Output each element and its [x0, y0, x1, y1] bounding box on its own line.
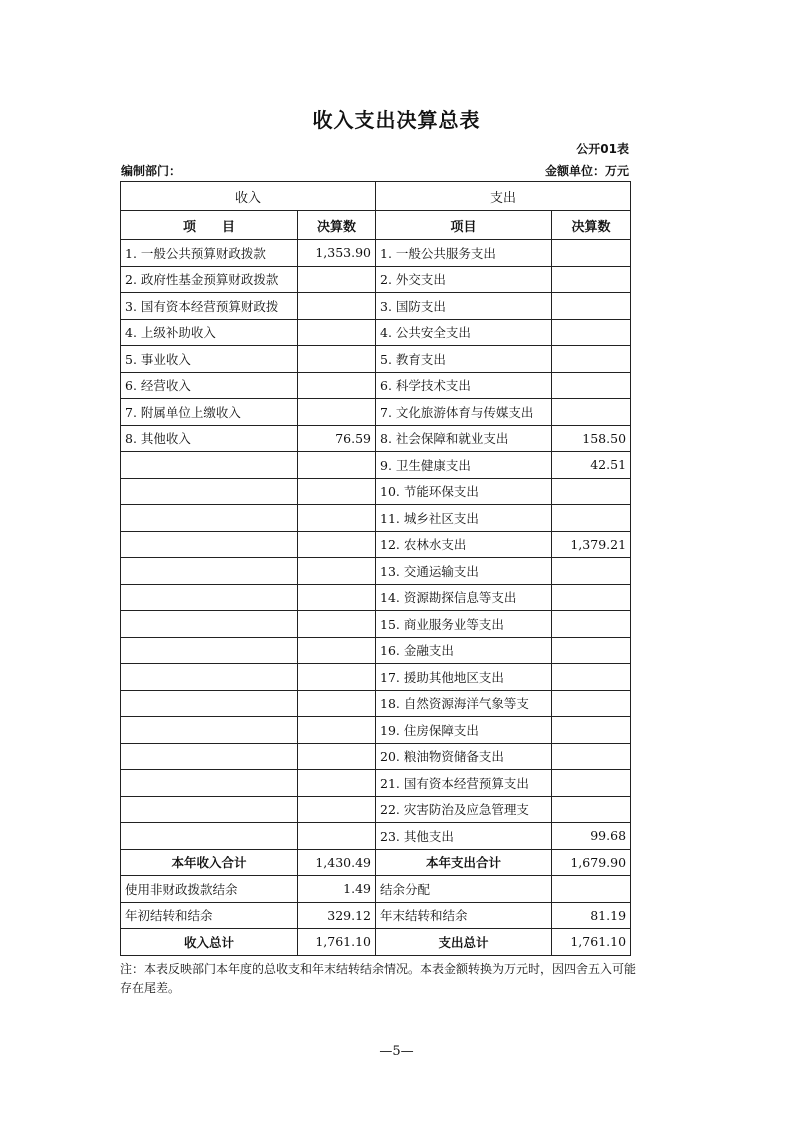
expense-amount	[552, 770, 631, 797]
year-income-label: 本年收入合计	[121, 849, 298, 876]
income-item	[121, 505, 298, 532]
income-item	[121, 770, 298, 797]
expense-item: 8. 社会保障和就业支出	[376, 425, 552, 452]
expense-amount: 42.51	[552, 452, 631, 479]
income-amount	[298, 478, 376, 505]
income-item	[121, 531, 298, 558]
department-label: 编制部门：	[121, 164, 182, 178]
end-carryover-label: 年末结转和结余	[376, 902, 552, 929]
expense-total-value: 1,761.10	[552, 929, 631, 956]
table-row	[121, 425, 631, 452]
table-row	[121, 584, 631, 611]
expense-item: 21. 国有资本经营预算支出	[376, 770, 552, 797]
expense-amount: 1,379.21	[552, 531, 631, 558]
expense-amount	[552, 478, 631, 505]
expense-amount	[552, 372, 631, 399]
expense-amount	[552, 611, 631, 638]
income-amount	[298, 690, 376, 717]
begin-carryover-label: 年初结转和结余	[121, 902, 298, 929]
expense-amount	[552, 558, 631, 585]
expense-item-header: 项目	[376, 211, 552, 240]
income-amount	[298, 531, 376, 558]
unit-label: 金额单位：万元	[544, 164, 629, 178]
income-amount	[298, 717, 376, 744]
income-amount: 1,353.90	[298, 240, 376, 267]
income-item: 3. 国有资本经营预算财政拨	[121, 293, 298, 320]
expense-amount	[552, 266, 631, 293]
income-amount	[298, 293, 376, 320]
expense-amount-header: 决算数	[552, 211, 631, 240]
income-amount	[298, 558, 376, 585]
expense-amount	[552, 637, 631, 664]
table-row	[121, 531, 631, 558]
expense-amount: 158.50	[552, 425, 631, 452]
expense-item: 23. 其他支出	[376, 823, 552, 850]
year-expense-value: 1,679.90	[552, 849, 631, 876]
income-item-header: 项 目	[121, 211, 298, 240]
income-item	[121, 717, 298, 744]
footnote: 注：本表反映部门本年度的总收支和年末结转结余情况。本表金额转换为万元时，因四舍五入可能存在尾差。	[120, 962, 637, 995]
expense-amount	[552, 505, 631, 532]
table-row	[121, 478, 631, 505]
income-item	[121, 743, 298, 770]
table-row	[121, 399, 631, 426]
year-expense-label: 本年支出合计	[376, 849, 552, 876]
table-row	[121, 240, 631, 267]
table-row	[121, 717, 631, 744]
expense-amount: 99.68	[552, 823, 631, 850]
income-amount	[298, 584, 376, 611]
expense-item: 10. 节能环保支出	[376, 478, 552, 505]
income-amount	[298, 372, 376, 399]
income-item: 7. 附属单位上缴收入	[121, 399, 298, 426]
income-amount	[298, 399, 376, 426]
table-row	[121, 346, 631, 373]
income-amount	[298, 319, 376, 346]
expense-item: 16. 金融支出	[376, 637, 552, 664]
table-row	[121, 266, 631, 293]
expense-item: 5. 教育支出	[376, 346, 552, 373]
surplus-dist-label: 结余分配	[376, 876, 552, 903]
expense-item: 7. 文化旅游体育与传媒支出	[376, 399, 552, 426]
income-amount: 76.59	[298, 425, 376, 452]
end-carryover-value: 81.19	[552, 902, 631, 929]
form-number: 公开01表	[576, 142, 629, 156]
nonfiscal-value: 1.49	[298, 876, 376, 903]
expense-item: 17. 援助其他地区支出	[376, 664, 552, 691]
expense-item: 20. 粮油物资储备支出	[376, 743, 552, 770]
expense-item: 15. 商业服务业等支出	[376, 611, 552, 638]
expense-item: 22. 灾害防治及应急管理支	[376, 796, 552, 823]
expense-item: 13. 交通运输支出	[376, 558, 552, 585]
surplus-dist-value	[552, 876, 631, 903]
table-row	[121, 690, 631, 717]
income-amount	[298, 505, 376, 532]
income-amount	[298, 823, 376, 850]
expense-amount	[552, 584, 631, 611]
expense-amount	[552, 293, 631, 320]
income-amount	[298, 266, 376, 293]
header-row-sections	[121, 182, 631, 211]
table-row	[121, 505, 631, 532]
expense-item: 14. 资源勘探信息等支出	[376, 584, 552, 611]
income-item	[121, 823, 298, 850]
table-row	[121, 293, 631, 320]
table-row	[121, 319, 631, 346]
table-row	[121, 637, 631, 664]
income-item	[121, 664, 298, 691]
table-row	[121, 770, 631, 797]
year-income-value: 1,430.49	[298, 849, 376, 876]
expense-amount	[552, 399, 631, 426]
expense-item: 18. 自然资源海洋气象等支	[376, 690, 552, 717]
income-item: 8. 其他收入	[121, 425, 298, 452]
table-row	[121, 796, 631, 823]
expense-amount	[552, 664, 631, 691]
expense-item: 12. 农林水支出	[376, 531, 552, 558]
income-amount	[298, 452, 376, 479]
expense-amount	[552, 796, 631, 823]
income-amount	[298, 664, 376, 691]
income-item	[121, 690, 298, 717]
expense-item: 1. 一般公共服务支出	[376, 240, 552, 267]
income-item	[121, 796, 298, 823]
expense-amount	[552, 346, 631, 373]
income-item: 4. 上级补助收入	[121, 319, 298, 346]
carryover-row	[121, 902, 631, 929]
expense-item: 4. 公共安全支出	[376, 319, 552, 346]
income-item	[121, 637, 298, 664]
income-item	[121, 584, 298, 611]
expense-item: 19. 住房保障支出	[376, 717, 552, 744]
expense-amount	[552, 240, 631, 267]
expense-item: 11. 城乡社区支出	[376, 505, 552, 532]
expense-total-label: 支出总计	[376, 929, 552, 956]
income-amount-header: 决算数	[298, 211, 376, 240]
table-row	[121, 558, 631, 585]
income-item	[121, 611, 298, 638]
income-item: 2. 政府性基金预算财政拨款	[121, 266, 298, 293]
expense-item: 3. 国防支出	[376, 293, 552, 320]
begin-carryover-value: 329.12	[298, 902, 376, 929]
income-item	[121, 452, 298, 479]
income-amount	[298, 346, 376, 373]
income-item: 6. 经营收入	[121, 372, 298, 399]
expense-amount	[552, 743, 631, 770]
expense-amount	[552, 690, 631, 717]
grand-total-row	[121, 929, 631, 956]
page-title: 收入支出决算总表	[312, 108, 481, 132]
nonfiscal-row	[121, 876, 631, 903]
table-row	[121, 452, 631, 479]
income-item	[121, 478, 298, 505]
income-amount	[298, 637, 376, 664]
income-amount	[298, 743, 376, 770]
income-section-header: 收入	[121, 182, 376, 211]
table-row	[121, 372, 631, 399]
nonfiscal-label: 使用非财政拨款结余	[121, 876, 298, 903]
table-row	[121, 664, 631, 691]
expense-item: 9. 卫生健康支出	[376, 452, 552, 479]
income-total-value: 1,761.10	[298, 929, 376, 956]
year-total-row	[121, 849, 631, 876]
header-row-columns	[121, 211, 631, 240]
income-amount	[298, 611, 376, 638]
table-row	[121, 743, 631, 770]
income-amount	[298, 770, 376, 797]
income-item	[121, 558, 298, 585]
expense-item: 2. 外交支出	[376, 266, 552, 293]
budget-table	[120, 181, 631, 956]
income-total-label: 收入总计	[121, 929, 298, 956]
income-item: 1. 一般公共预算财政拨款	[121, 240, 298, 267]
table-row	[121, 823, 631, 850]
expense-item: 6. 科学技术支出	[376, 372, 552, 399]
income-item: 5. 事业收入	[121, 346, 298, 373]
table-row	[121, 611, 631, 638]
expense-amount	[552, 319, 631, 346]
income-amount	[298, 796, 376, 823]
page-number: —5—	[379, 1044, 414, 1059]
expense-section-header: 支出	[376, 182, 631, 211]
expense-amount	[552, 717, 631, 744]
